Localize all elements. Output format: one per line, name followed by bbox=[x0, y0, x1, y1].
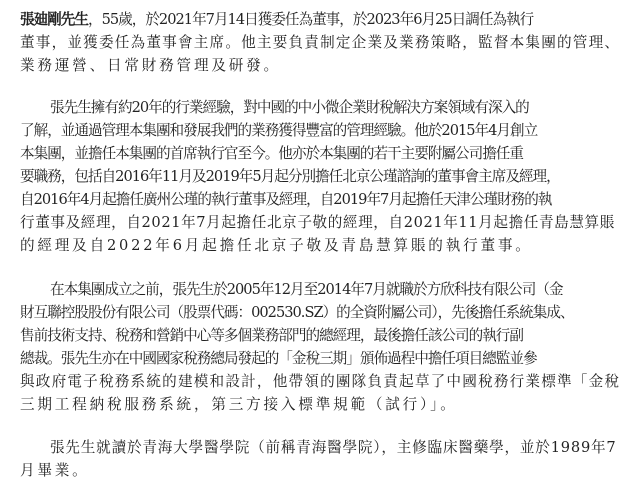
paragraph-line: 三期工程納稅服務系統，第三方接入標準規範（試行）」。 bbox=[20, 396, 458, 413]
paragraph-line: 的經理及自2022年6月起擔任北京子敬及青島慧算賬的執行董事。 bbox=[20, 237, 533, 254]
paragraph-line: 了解，並通過管理本集團和發展我們的業務獲得豐富的管理經驗。他於2015年4月創立 bbox=[20, 122, 538, 139]
paragraph-line: 自2016年4月起擔任廣州公瑾的執行董事及經理，自2019年7月起擔任天津公瑾財務的執 bbox=[20, 191, 552, 208]
paragraph-line: 與政府電子稅務系統的建模和設計，他帶領的團隊負責起草了中國稅務行業標準「金稅 bbox=[20, 373, 621, 390]
paragraph-prior-career bbox=[20, 278, 620, 416]
line-text: ，55歲，於2021年7月14日獲委任為董事，於2023年6月25日調任為執行 bbox=[87, 11, 534, 28]
paragraph-line: 董事，並獲委任為董事會主席。他主要負責制定企業及業務策略，監督本集團的管理、 bbox=[20, 34, 621, 51]
paragraph-line: 財互聯控股股份有限公司（股票代碼：002530.SZ）的全資附屬公司），先後擔任系統集成、 bbox=[20, 304, 574, 321]
paragraph-line bbox=[20, 8, 620, 31]
person-name: 張廸剛先生 bbox=[20, 11, 88, 28]
paragraph-line: 要職務，包括自2016年11月及2019年5月起分別擔任北京公瑾諮詢的董事會主席及經理， bbox=[20, 168, 560, 185]
paragraph-line: 售前技術支持、稅務和營銷中心等多個業務部門的總經理，最後擔任該公司的執行副 bbox=[20, 327, 523, 344]
paragraph-line: 總裁。張先生亦在中國國家稅務總局發起的「金稅三期」頒佈過程中擔任項目總監並參 bbox=[20, 350, 537, 367]
paragraph-line: 張先生就讀於青海大學醫學院（前稱青海醫學院），主修臨床醫藥學，並於1989年7 bbox=[50, 439, 617, 456]
paragraph-line: 行董事及經理，自2021年7月起擔任北京子敬的經理，自2021年11月起擔任青島慧算賬 bbox=[20, 214, 615, 231]
paragraph-line: 在本集團成立之前，張先生於2005年12月至2014年7月就職於方欣科技有限公司（金 bbox=[50, 281, 563, 298]
paragraph-line: 張先生擁有約20年的行業經驗，對中國的中小微企業財稅解決方案領域有深入的 bbox=[50, 99, 529, 116]
paragraph-experience bbox=[20, 96, 615, 257]
paragraph-line: 本集團，並擔任本集團的首席執行官至今。他亦於本集團的若干主要附屬公司擔任重 bbox=[20, 145, 523, 162]
paragraph-line: 月畢業。 bbox=[20, 462, 90, 479]
paragraph-line: 業務運營、日常財務管理及研發。 bbox=[20, 57, 281, 74]
paragraph-appointment bbox=[20, 8, 620, 77]
paragraph-education bbox=[20, 436, 617, 482]
